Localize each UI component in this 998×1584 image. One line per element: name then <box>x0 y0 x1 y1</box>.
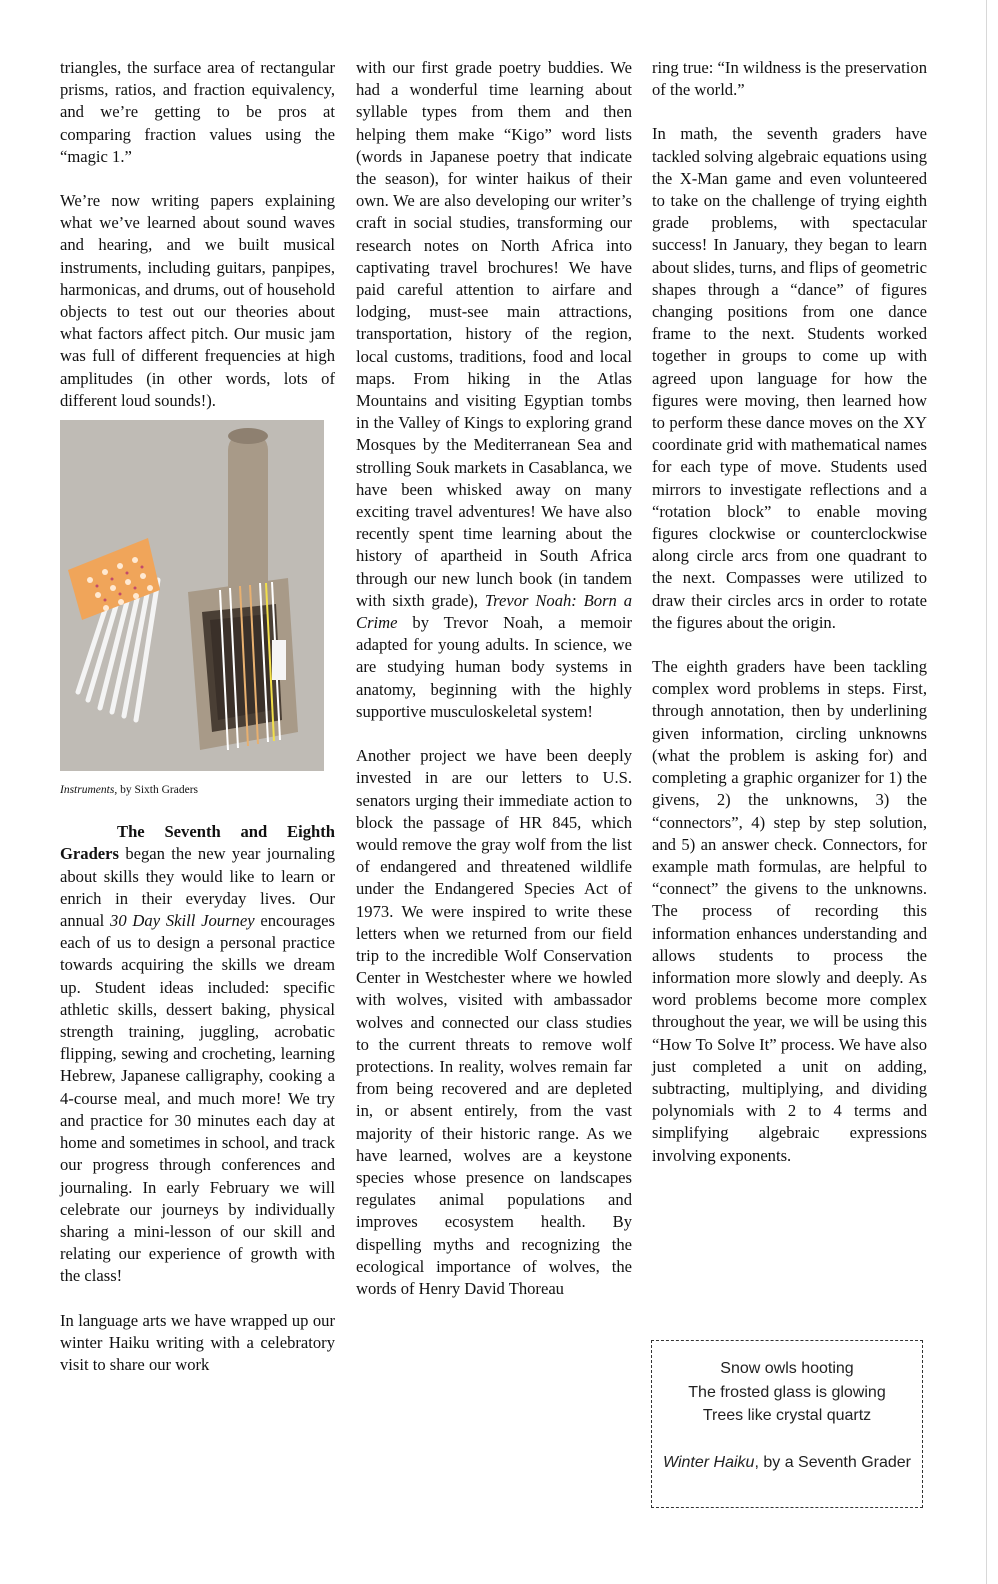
caption-title: Instruments <box>60 784 115 797</box>
column-1 <box>60 57 335 1398</box>
paragraph-language-arts: In language arts we have wrapped up our winter Haiku writing with a celebratory visit to share our work <box>60 1310 335 1374</box>
instruments-illustration <box>60 420 324 771</box>
haiku-line-3: Trees like crystal quartz <box>702 1407 872 1424</box>
paragraph-wolf-letters: Another project we have been deeply invested in are our letters to U.S. senators urging their immediate action to block the passage of HR 845, which would remove the gray wolf from the list of endangered and threatened wildlife under the Endangered Species Act of 1973. We were inspired to write these letters when we returned from our field trip to the incredible Wolf Conservation Center in Westchester where we howled with wolves, visited with ambassador wolves and connected our class studies to the current threats to remove wolf protections. In reality, wolves remain far from being recovered and are depleted in, or absent entirely, from the vast majority of their historic range. As we have learned, wolves are a keystone species whose presence on landscapes regulates animal populations and improves ecosystem health. By dispelling myths and recognizing the ecological importance of wolves, the words of Henry David Thoreau <box>356 746 632 1298</box>
instruments-photo <box>60 420 324 771</box>
column-3 <box>652 57 927 1189</box>
column-2 <box>356 57 632 1322</box>
book-title: Trevor Noah: Born a Crime <box>356 590 632 633</box>
paragraph-poetry-social-studies: with our first grade poetry buddies. We had a wonderful time learning about syllable types from them and then helping them make “Kigo” word lists (words in Japanese poetry that indicate the season), for winter haikus of their own. We are also developing our writer’s craft in social studies, transforming our research notes on North Africa into captivating travel brochures! We have paid careful attention to airfare and lodging, must-see main attractions, transportation, history of the region, local customs, traditions, food and local maps. From hiking in the Atlas Mountains and visiting Egyptian tombs in the Valley of Kings to exploring grand Mosques by the Mediterranean Sea and strolling Souk markets in Casablanca, we have been whisked away on many exciting travel adventures! We have also recently spent time learning about the history of apartheid in South Africa through our new lunch book (in tandem with sixth grade), Trevor Noah: Born a Crime by Trevor Noah, a memoir adapted for young adults. In science, we are studying human body systems in anatomy, beginning with the highly supportive musculoskeletal system! <box>356 58 632 721</box>
haiku-box <box>651 1340 923 1508</box>
skill-journey-title: 30 Day Skill Journey <box>110 911 255 931</box>
haiku-attribution <box>652 1451 922 1475</box>
haiku-line-2: The frosted glass is glowing <box>688 1383 886 1401</box>
paragraph-seventh-eighth: The Seventh and Eighth Graders began the new year journaling about skills they would like to learn or enrich in their everyday lives. Our annual 30 Day Skill Journey encourages each of us to design a personal practice towards acquiring the skills we dream up. Student ideas included: specific athletic skills, dessert baking, physical strength training, juggling, acrobatic flipping, sewing and crocheting, learning Hebrew, Japanese calligraphy, cooking a 4-course meal, and much more! We try and practice for 30 minutes each day at home and sometimes in school, and track our progress through conferences and journaling. In early February we will celebrate our journeys by individually sharing a mini-lesson of our skill and relating our experience of growth with the class! <box>60 822 335 1286</box>
caption-credit: , by Sixth Graders <box>114 784 198 797</box>
paragraph-seventh-math: In math, the seventh graders have tackled solving algebraic equations using the X-Man game and even volunteered to take on the challenge of trying eighth grade problems, with spectacular success! In January, they began to learn about slides, turns, and flips of geometric shapes through a “dance” of figures changing positions from one dance frame to the next. Students worked together in groups to come up with agreed upon language for how the figures were moving, then learned how to perform these dance moves on the XY coordinate grid with mathematical names for each type of move. Students used mirrors to investigate reflections and a “rotation block” to enable moving figures clockwise or counterclockwise along circle arcs from one quadrant to the next. Compasses were utilized to draw their circles arcs in order to rotate the figures about the origin. <box>652 124 927 632</box>
haiku-title: Winter Haiku <box>663 1453 755 1471</box>
haiku-line-1: Snow owls hooting <box>720 1360 854 1377</box>
photo-caption <box>60 779 335 801</box>
haiku-author: , by a Seventh Grader <box>754 1453 911 1471</box>
paragraph-thoreau-quote: ring true: “In wildness is the preservation of the world.” <box>652 58 927 100</box>
paragraph-math-sixth: triangles, the surface area of rectangular prisms, ratios, and fraction equivalency, and we’re getting to be pros at comparing fraction values using the “magic 1.” <box>60 58 335 166</box>
section-heading-seventh-eighth: The Seventh and Eighth Graders <box>60 822 335 864</box>
paragraph-sound-waves: We’re now writing papers explaining what we’ve learned about sound waves and hearing, and we built musical instruments, including guitars, panpipes, harmonicas, and drums, out of household objects to test out our theories about what factors affect pitch. Our music jam was full of different frequencies at high amplitudes (in other words, lots of different loud sounds!). <box>60 191 335 410</box>
paragraph-eighth-math: The eighth graders have been tackling complex word problems in steps. First, through annotation, then by underlining given information, circling unknowns (what the problem is asking for) and completing a graphic organizer for 1) the givens, 2) the unknowns, 3) the “connectors”, 4) step by step solution, and 5) an answer check. Connectors, for example math formulas, are helpful to “connect” the givens to the unknowns. The process of recording this information enhances understanding and allows students to process the information more slowly and deeply. As word problems become more complex throughout the year, we will be using this “How To Solve It” process. We have also just completed a unit on adding, subtracting, multiplying, and dividing polynomials with 2 to 4 terms and simplifying algebraic expressions involving exponents. <box>652 657 927 1165</box>
